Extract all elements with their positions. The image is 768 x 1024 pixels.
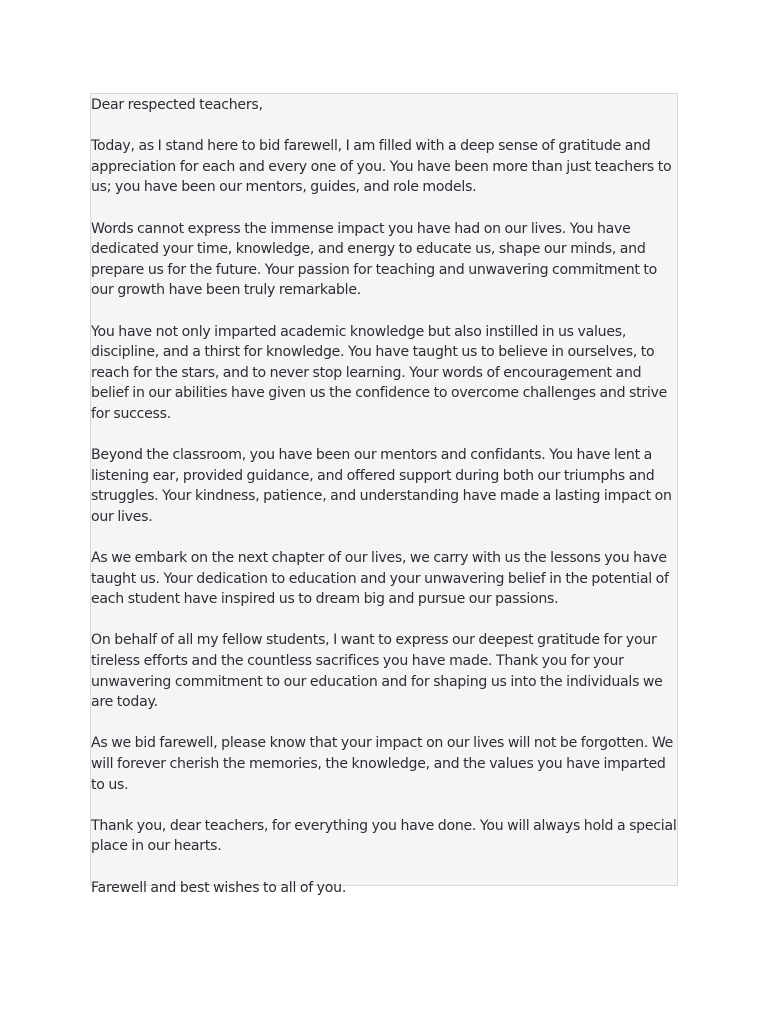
letter-closing: Farewell and best wishes to all of you. <box>91 879 347 896</box>
letter-text-box <box>90 93 678 896</box>
letter-paragraph: Thank you, dear teachers, for everything you have done. You will always hold a special place in our hearts. <box>91 817 677 855</box>
letter-paragraph: On behalf of all my fellow students, I want to express our deepest gratitude for your tireless efforts and the countless sacrifices you have made. Thank you for your unwavering commitment to our education and for shaping us into the individuals we are today. <box>91 632 663 711</box>
letter-salutation: Dear respected teachers, <box>91 97 263 113</box>
letter-paragraph: As we bid farewell, please know that your impact on our lives will not be forgotten. We will forever cherish the memories, the knowledge, and the values you have imparted to us. <box>91 735 674 793</box>
letter-paragraph: You have not only imparted academic knowledge but also instilled in us values, discipline, and a thirst for knowledge. You have taught us to believe in ourselves, to reach for the stars, and to never stop learning. Your words of encouragement and belief in our abilities have given us the confidence to overcome challenges and strive for success. <box>91 323 668 422</box>
letter-paragraph: Beyond the classroom, you have been our mentors and confidants. You have lent a listening ear, provided guidance, and offered support during both our triumphs and struggles. Your kindness, patience, and understanding have made a lasting impact on our lives. <box>91 447 672 525</box>
letter-paragraph: Today, as I stand here to bid farewell, I am filled with a deep sense of gratitude and appreciation for each and every one of you. You have been more than just teachers to us; you have been our mentors, guides, and role models. <box>91 138 672 196</box>
letter-paragraph: Words cannot express the immense impact you have had on our lives. You have dedicated your time, knowledge, and energy to educate us, shape our minds, and prepare us for the future. Your passion for teaching and unwavering commitment to our growth have been truly remarkable. <box>91 220 658 299</box>
letter-paragraph: As we embark on the next chapter of our lives, we carry with us the lessons you have taught us. Your dedication to education and your unwavering belief in the potential of each student have inspired us to dream big and pursue our passions. <box>91 550 669 608</box>
